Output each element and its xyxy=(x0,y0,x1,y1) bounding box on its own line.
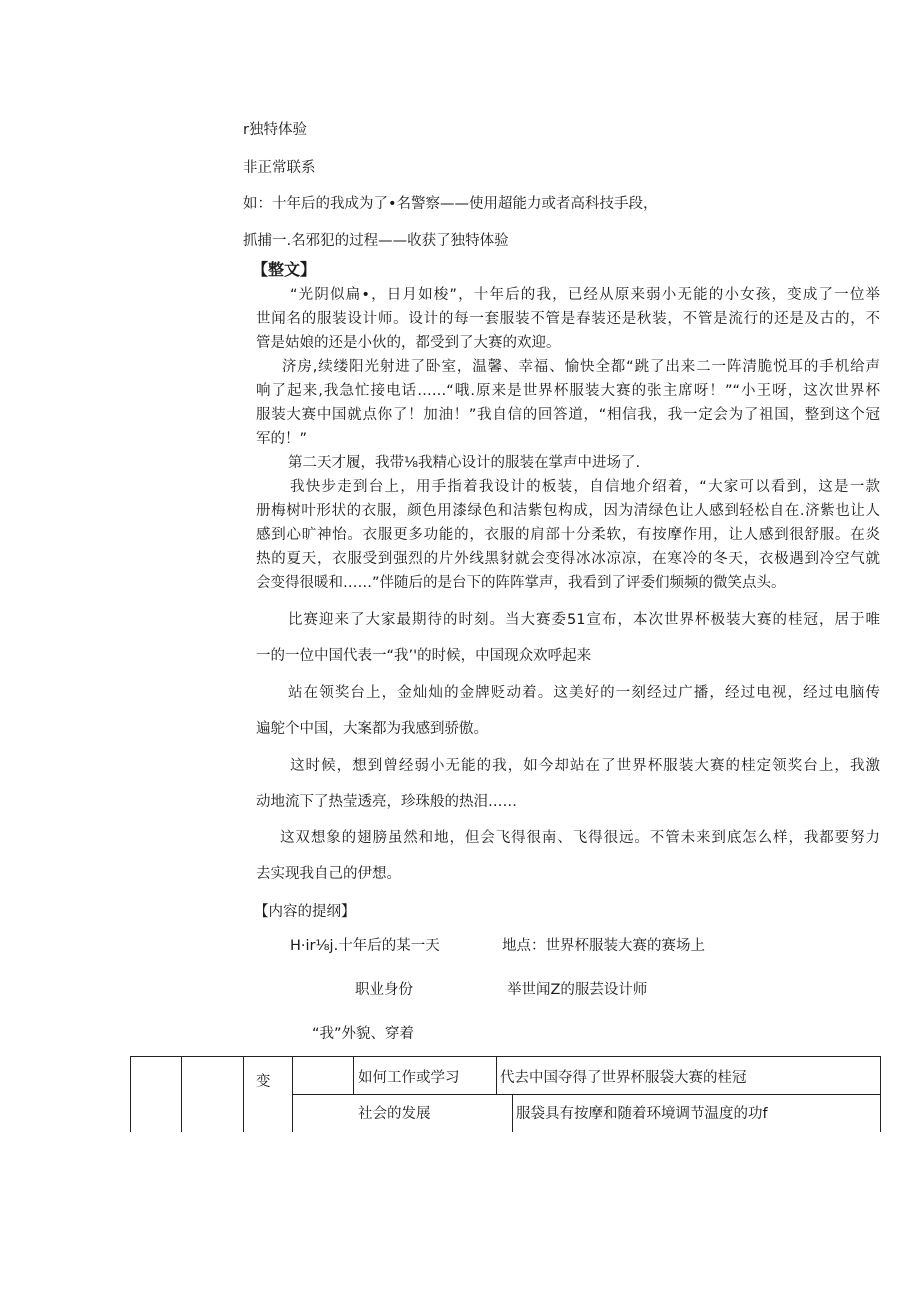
essay-p1-line-3: 管是姑娘的还是小伙的，都受到了大赛的欢迎。 xyxy=(256,335,561,351)
intro-line-1: r独特体验 xyxy=(243,122,307,138)
table-row2-value: 服袋具有按摩和随着环境调节温度的功f xyxy=(516,1106,768,1122)
table-col-line-6b xyxy=(512,1094,513,1132)
essay-p7-line-2: 动地流下了热莹透亮，珍珠般的热泪…… xyxy=(256,794,517,810)
essay-p1-line-2: 世闻名的服装设计师。设计的每一套服装不管是春装还是秋装，不管是流行的还是及古的，不 xyxy=(256,311,880,327)
essay-p4-line-1: 我快步走到台上，用手指着我设计的板装，自信地介绍着，“大家可以看到，这是一款 xyxy=(290,479,880,495)
table-row-divider xyxy=(292,1094,881,1095)
essay-p2-line-4: 军的！” xyxy=(256,431,308,447)
table-row1-value: 代去中国夺得了世界杯服袋大赛的桂冠 xyxy=(500,1070,747,1086)
outline-appearance: “我”外貌、穿着 xyxy=(312,1026,415,1042)
essay-p4-line-5: 会变得很暖和……”伴随后的是台下的阵阵掌声，我看到了评委们频频的微笑点头。 xyxy=(256,575,786,591)
table-col-line-3 xyxy=(243,1056,244,1132)
essay-p8-line-1: 这双想象的翅膀虽然和地，但会飞得很南、飞得很远。不管未来到底怎么样，我都要努力 xyxy=(280,830,880,846)
essay-p2-line-3: 服装大赛中国就点你了！加油！”我自信的回答道，“相信我，我一定会为了祖国，整到这个冠 xyxy=(256,407,880,423)
table-col-line-2 xyxy=(181,1056,182,1132)
table-col-line-6a xyxy=(496,1056,497,1094)
essay-p7-line-1: 这时候，想到曾经弱小无能的我，如今却站在了世界杯服装大赛的桂定领奖台上，我激 xyxy=(290,758,880,774)
essay-p2-line-2: 响了起来,我急忙接电话……“哦.原来是世界杯服装大赛的张主席呀！”“小王呀，这次世界杯 xyxy=(256,383,880,399)
table-col-line-4 xyxy=(292,1056,293,1132)
outline-heading: 【内容的提纲】 xyxy=(254,904,356,920)
essay-p6-line-2: 遍鸵个中国，大案都为我感到骄傲。 xyxy=(256,721,488,737)
intro-line-3: 如：十年后的我成为了•名警察——使用超能力或者高科技手段， xyxy=(243,196,658,212)
table-row2-label: 社会的发展 xyxy=(358,1106,431,1122)
outline-job-value: 举世闻Z的服芸设计师 xyxy=(507,982,648,998)
essay-p5-line-1: 比赛迎来了大家最期待的时刻。当大赛委51宣布，本次世界杯极装大赛的桂冠，居于唯 xyxy=(288,612,880,628)
intro-line-4: 抓捕一.名邪犯的过程——收获了独特体验 xyxy=(243,233,509,249)
essay-p8-line-2: 去实现我自己的伊想。 xyxy=(256,866,401,882)
essay-p5-line-2: 一的一位中国代表一“我’'的时候，中国现众欢呼起来 xyxy=(256,648,592,664)
outline-place: 地点：世界杯服装大赛的赛场上 xyxy=(502,938,705,954)
essay-p1-line-1: “光阴似扁•，日月如梭”，十年后的我，已经从原来弱小无能的小女孩，变成了一位举 xyxy=(290,287,880,303)
outline-job-label: 职业身份 xyxy=(355,982,413,998)
outline-time: H·ir⅛j.十年后的某一天 xyxy=(290,938,440,954)
essay-p4-line-2: 册梅树叶形状的衣服，颜色用漆绿色和洁紫包构成，因为清绿色让人感到轻松自在.济紫也让人 xyxy=(256,503,880,519)
essay-p2-line-1: 济房,续缕阳光射进了卧室，温馨、幸福、愉快全都“跳了出来二一阵清脆悦耳的手机给声 xyxy=(282,359,880,375)
table-col-line-1 xyxy=(130,1056,131,1132)
essay-p4-line-3: 感到心旷神怡。衣服更多功能的，衣服的肩部十分柔软，有按摩作用，让人感到很舒服。在炎 xyxy=(256,527,880,543)
table-col-line-5a xyxy=(353,1056,354,1094)
intro-line-2: 非正常联系 xyxy=(243,160,316,176)
essay-p6-line-1: 站在领奖台上，金灿灿的金牌贬动着。这美好的一刻经过广播，经过电视，经过电脑传 xyxy=(288,685,880,701)
table-col-line-right xyxy=(880,1056,881,1132)
essay-heading: 【整文】 xyxy=(252,260,317,279)
table-col3-label: 变 xyxy=(256,1074,271,1090)
table-row1-label: 如何工作或学习 xyxy=(358,1070,460,1086)
essay-p3-line-1: 第二天才履，我带⅛我精心设计的服装在掌声中进场了. xyxy=(288,455,641,471)
essay-p4-line-4: 热的夏天，衣服受到强烈的片外线黑豺就会变得冰冰凉凉，在寒冷的冬天，衣极遇到冷空气就 xyxy=(256,551,880,567)
